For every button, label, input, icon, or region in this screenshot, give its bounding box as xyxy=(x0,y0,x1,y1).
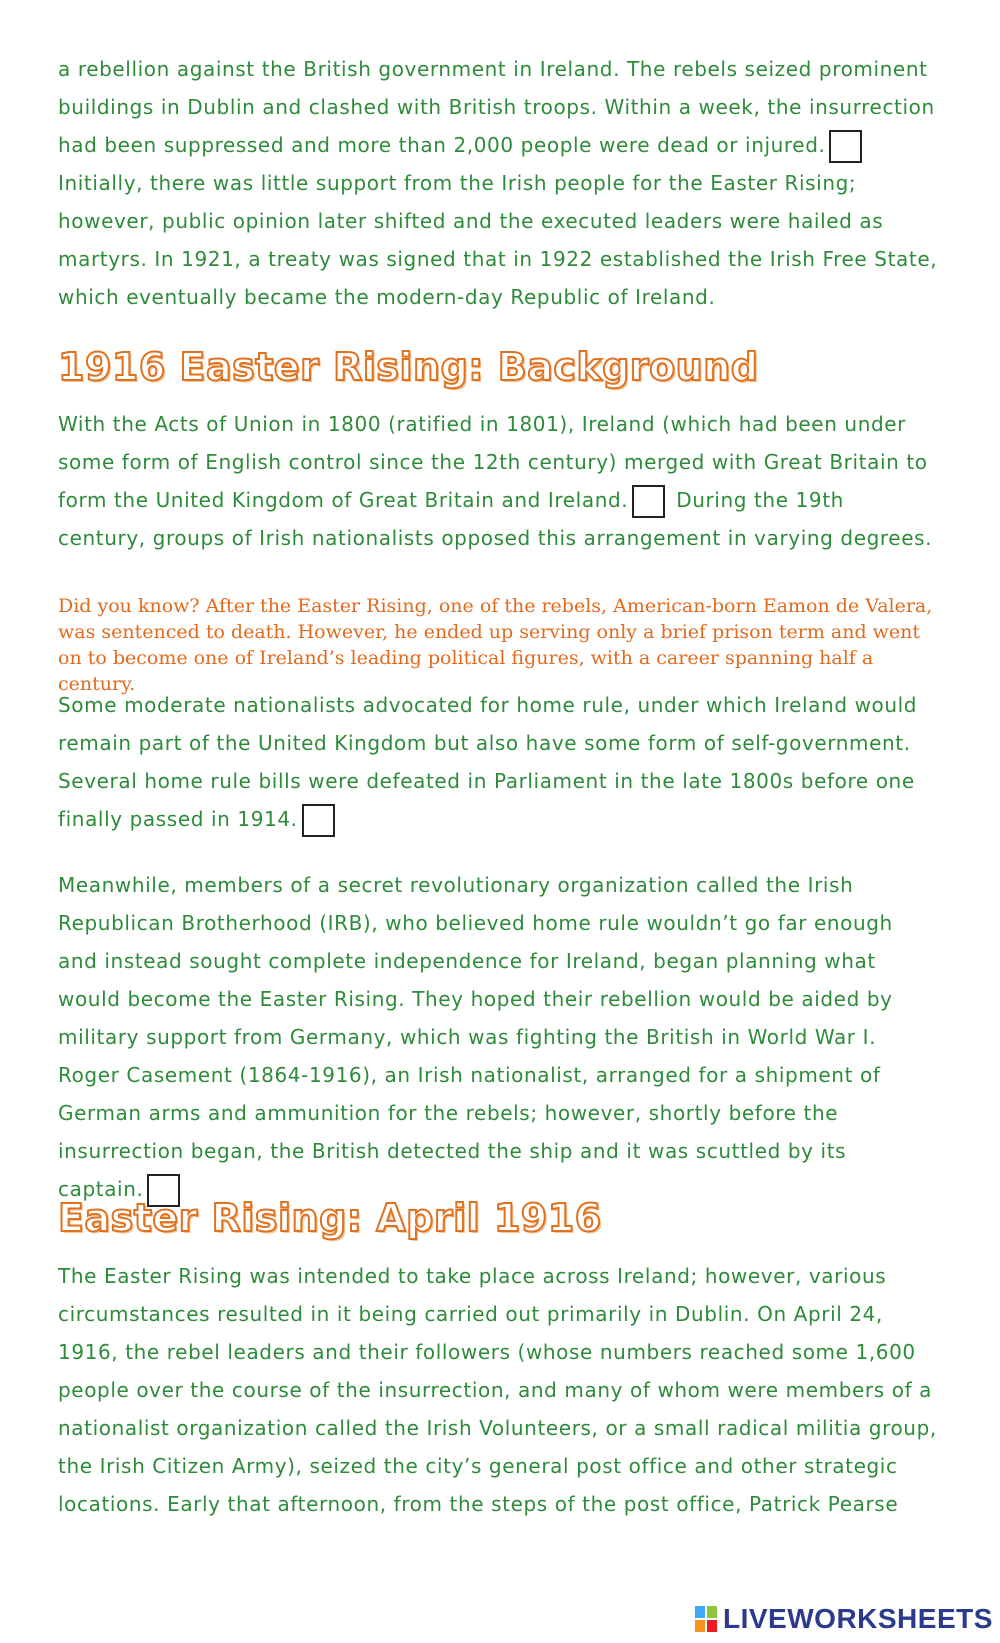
heading-april-1916: Easter Rising: April 1916 xyxy=(58,1196,602,1240)
logo-text: LIVEWORKSHEETS xyxy=(723,1603,993,1634)
logo-grid-icon xyxy=(695,1606,717,1632)
april-paragraph-1: The Easter Rising was intended to take place across Ireland; however, various circumstances resulted in it being carried out primarily in Dublin. On April 24, 1916, the rebel leaders and their followers (whose numbers reached some 1,600 people over the course of the insurrection, and many of whom were members of a nationalist organization called the Irish Volunteers, or a small radical militia group, the Irish Citizen Army), seized the city’s general post office and other strategic locations. Early that afternoon, from the steps of the post office, Patrick Pearse xyxy=(58,1264,937,1516)
answer-box-3[interactable] xyxy=(302,804,335,837)
did-you-know-note: Did you know? After the Easter Rising, one of the rebels, American-born Eamon de Valera, was sentenced to death. However, he ended up serving only a brief prison term and went on to become one of Ireland’s leading political figures, with a career spanning half a century. xyxy=(58,595,933,695)
home-rule-text: Some moderate nationalists advocated for home rule, under which Ireland would remain part of the United Kingdom but also have some form of self-government. Several home rule bills were defeated in Parliament in the late 1800s before one finally passed in 1914. xyxy=(58,693,918,831)
background-paragraph-2 xyxy=(58,686,938,838)
intro-text-a: a rebellion against the British government in Ireland. The rebels seized prominent buildings in Dublin and clashed with British troops. Within a week, the insurrection had been suppressed and more than 2,000 people were dead or injured. xyxy=(58,57,935,157)
intro-paragraph xyxy=(58,50,938,316)
background-text-b: During the 19th century, groups of Irish nationalists opposed this arrangement in varying degrees. xyxy=(58,488,933,550)
answer-box-1[interactable] xyxy=(829,130,862,163)
background-paragraph-1 xyxy=(58,405,938,557)
irb-text: Meanwhile, members of a secret revolutionary organization called the Irish Republican Brotherhood (IRB), who believed home rule wouldn’t go far enough and instead sought complete independence for Ireland, began planning what would become the Easter Rising. They hoped their rebellion would be aided by military support from Germany, which was fighting the British in World War I. Roger Casement (1864-1916), an Irish nationalist, arranged for a shipment of German arms and ammunition for the rebels; however, shortly before the insurrection began, the British detected the ship and it was scuttled by its captain. xyxy=(58,873,893,1201)
background-paragraph-3 xyxy=(58,866,938,1208)
heading-background: 1916 Easter Rising: Background xyxy=(58,345,759,389)
intro-text-b: Initially, there was little support from the Irish people for the Easter Rising; however, public opinion later shifted and the executed leaders were hailed as martyrs. In 1921, a treaty was signed that in 1922 established the Irish Free State, which eventually became the modern-day Republic of Ireland. xyxy=(58,171,938,309)
background-text-a: With the Acts of Union in 1800 (ratified in 1801), Ireland (which had been under some form of English control since the 12th century) merged with Great Britain to form the United Kingdom of Great Britain and Ireland. xyxy=(58,412,928,512)
liveworksheets-logo xyxy=(695,1600,1000,1638)
answer-box-2[interactable] xyxy=(632,485,665,518)
